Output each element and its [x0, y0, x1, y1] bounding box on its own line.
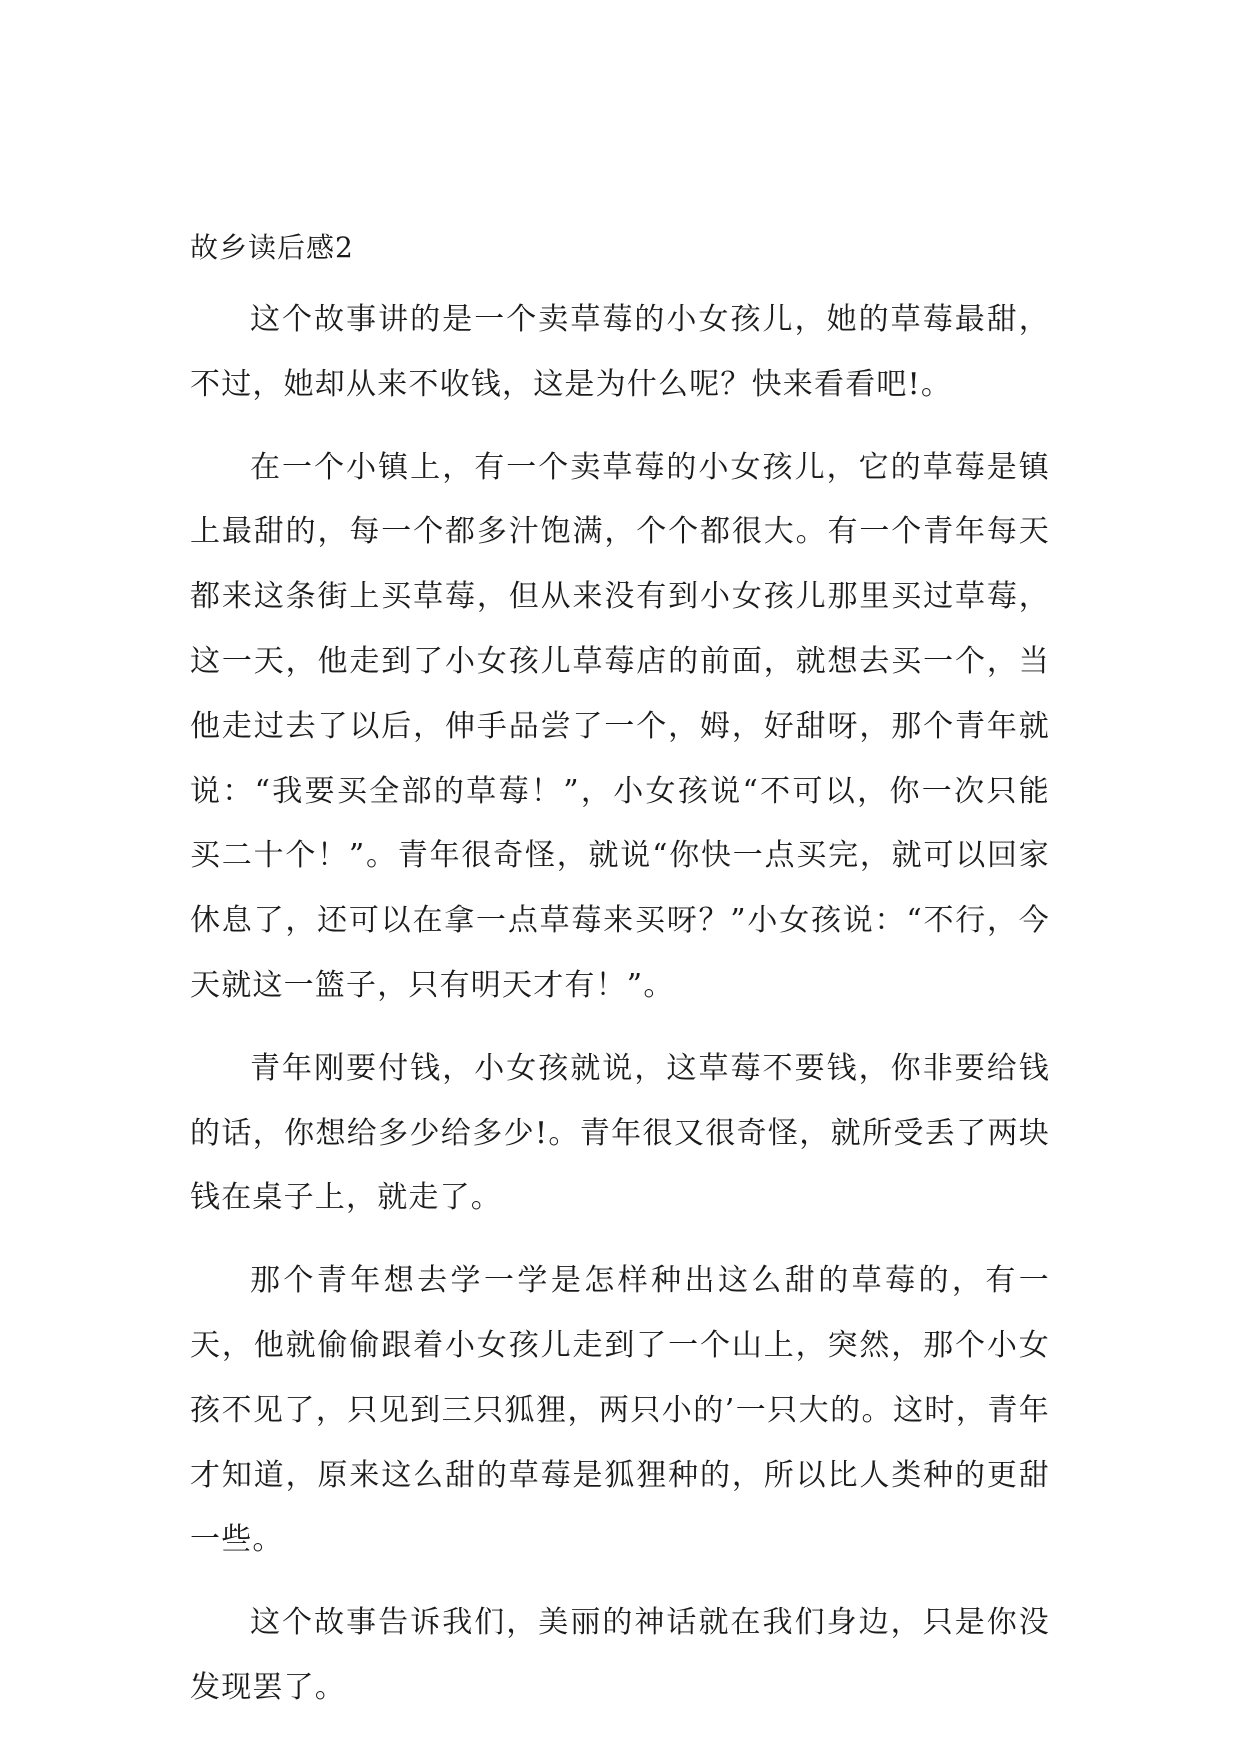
paragraph-2: 在一个小镇上，有一个卖草莓的小女孩儿，它的草莓是镇上最甜的，每一个都多汁饱满，个个都很大。有一个青年每天都来这条街上买草莓，但从来没有到小女孩儿那里买过草莓，这一天，他走到了小女孩儿草莓店的前面，就想去买一个，当他走过去了以后，伸手品尝了一个，姆，好甜呀，那个青年就说：“我要买全部的草莓！”，小女孩说“不可以，你一次只能买二十个！”。青年很奇怪，就说“你快一点买完，就可以回家休息了，还可以在拿一点草莓来买呀？”小女孩说：“不行，今天就这一篮子，只有明天才有！”。	[190, 449, 1050, 1003]
paragraph-4: 那个青年想去学一学是怎样种出这么甜的草莓的，有一天，他就偷偷跟着小女孩儿走到了一个山上，突然，那个小女孩不见了，只见到三只狐狸，两只小的’一只大的。这时，青年才知道，原来这么甜的草莓是狐狸种的，所以比人类种的更甜一些。	[190, 1263, 1050, 1558]
document-title: 故乡读后感2	[190, 231, 354, 264]
paragraph-1: 这个故事讲的是一个卖草莓的小女孩儿，她的草莓最甜，不过，她却从来不收钱，这是为什么呢？快来看看吧!。	[190, 302, 1050, 402]
paragraph-5: 这个故事告诉我们，美丽的神话就在我们身边，只是你没发现罢了。	[190, 1605, 1050, 1705]
paragraph-3: 青年刚要付钱，小女孩就说，这草莓不要钱，你非要给钱的话，你想给多少给多少!。青年很又很奇怪，就所受丢了两块钱在桌子上，就走了。	[190, 1050, 1050, 1216]
document-body	[190, 226, 1050, 1721]
